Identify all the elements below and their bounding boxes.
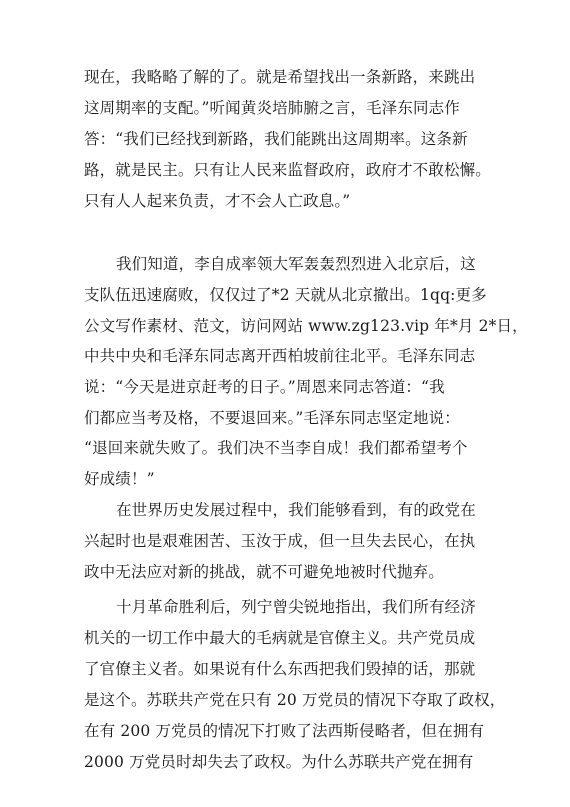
text-line: 们都应当考及格，不要退回来。”毛泽东同志坚定地说： bbox=[84, 409, 460, 427]
text-line: 机关的一切工作中最大的毛病就是官僚主义。共产党员成 bbox=[84, 629, 476, 647]
text-line: 答：“我们已经找到新路，我们能跳出这周期率。这条新 bbox=[84, 130, 468, 148]
text-line: 了官僚主义者。如果说有什么东西把我们毁掉的话，那就 bbox=[84, 660, 476, 678]
text-line: 路，就是民主。只有让人民来监督政府，政府才不敢松懈。 bbox=[84, 161, 491, 179]
text-line: 公文写作素材、范文，访问网站 www.zg123.vip 年*月 2*日， bbox=[84, 317, 528, 335]
text-line: 2000 万党员时却失去了政权。为什么苏联共产党在拥有 bbox=[84, 753, 474, 771]
text-line: 只有人人起来负责，才不会人亡政息。” bbox=[84, 192, 351, 210]
text-line: 在有 200 万党员的情况下打败了法西斯侵略者，但在拥有 bbox=[84, 722, 485, 740]
text-line: 中共中央和毛泽东同志离开西柏坡前往北平。毛泽东同志 bbox=[84, 347, 476, 365]
text-line: 这周期率的支配。”听闻黄炎培肺腑之言，毛泽东同志作 bbox=[84, 99, 460, 117]
text-line: 政中无法应对新的挑战，就不可避免地被时代抛弃。 bbox=[84, 563, 444, 581]
paragraph-first-line: 十月革命胜利后，列宁曾尖锐地指出，我们所有经济 bbox=[116, 598, 476, 616]
paragraph-first-line: 在世界历史发展过程中，我们能够看到，有的政党在 bbox=[116, 501, 476, 519]
paragraph-first-line: 我们知道，李自成率领大军轰轰烈烈进入北京后，这 bbox=[116, 255, 476, 273]
text-line: 支队伍迅速腐败，仅仅过了*2 天就从北京撤出。1qq:更多 bbox=[84, 286, 487, 304]
text-line: “退回来就失败了。我们决不当李自成！我们都希望考个 bbox=[84, 439, 468, 457]
text-line: 兴起时也是艰难困苦、玉汝于成，但一旦失去民心，在执 bbox=[84, 532, 476, 550]
text-line: 好成绩！” bbox=[84, 470, 155, 488]
text-line: 说：“今天是进京赶考的日子。”周恩来同志答道：“我 bbox=[84, 378, 445, 396]
text-line: 现在，我略略了解的了。就是希望找出一条新路，来跳出 bbox=[84, 68, 476, 86]
text-line: 是这个。苏联共产党在只有 20 万党员的情况下夺取了政权， bbox=[84, 691, 506, 709]
